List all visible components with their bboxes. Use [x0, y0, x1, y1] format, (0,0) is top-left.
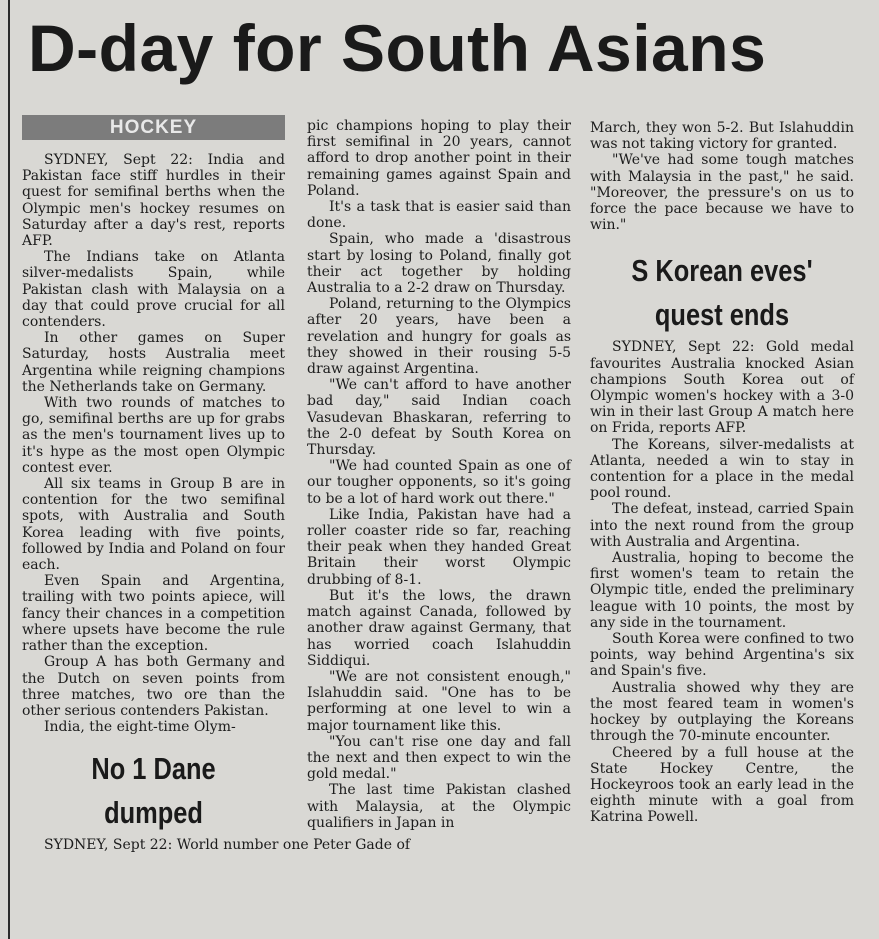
paragraph: The Koreans, silver-medalists at Atlanta, needed a win to stay in contention for a place in the medal pool round. — [590, 436, 854, 502]
paragraph: Poland, returning to the Olympics after 20 years, have been a revelation and hungry for goals as they showed in their rousing 5-5 draw against Argentina. — [307, 296, 571, 378]
paragraph: Group A has both Germany and the Dutch on seven points from three matches, two ore than the other serious contenders Pakistan. — [22, 654, 285, 719]
paragraph: The defeat, instead, carried Spain into the next round from the group with Australia and Argentina. — [590, 501, 854, 550]
paragraph: Spain, who made a 'disastrous start by losing to Poland, finally got their act together by holding Australia to a 2-2 draw on Thursday. — [307, 231, 571, 297]
paragraph: South Korea were confined to two points, way behind Argentina's six and Spain's five. — [590, 631, 854, 680]
paragraph: SYDNEY, Sept 22: India and Pakistan face stiff hurdles in their quest for semifinal berths when the Olympic men's hockey resumes on Saturday after a day's rest, reports AFP. — [22, 152, 285, 250]
section-kicker: HOCKEY — [22, 115, 285, 140]
column-3 — [590, 120, 854, 826]
paragraph: The last time Pakistan clashed with Malaysia, at the Olympic qualifiers in Japan in — [307, 782, 571, 831]
paragraph: "We can't afford to have another bad day," said Indian coach Vasudevan Bhaskaran, referring to the 2-0 defeat by South Korea on Thursday. — [307, 377, 571, 459]
paragraph: The Indians take on Atlanta silver-medalists Spain, while Pakistan clash with Malaysia on a day that could prove crucial for all contenders. — [22, 249, 285, 331]
subheadline: S Korean eves' quest ends — [631, 253, 813, 333]
paragraph: Australia, hoping to become the first women's team to retain the Olympic title, ended the preliminary league with 10 points, the most by any side in the tournament. — [590, 550, 854, 631]
headline: D-day for South Asians — [28, 11, 767, 85]
paragraph: Even Spain and Argentina, trailing with two points apiece, will fancy their chances in a competition where upsets have become the rule rather than the exception. — [22, 573, 285, 655]
paragraph: It's a task that is easier said than done. — [307, 199, 571, 232]
paragraph: SYDNEY, Sept 22: Gold medal favourites Australia knocked Asian champions South Korea out of Olympic women's hockey with a 3-0 win in their last Group A match here on Frida, reports AFP. — [590, 339, 854, 437]
paragraph: March, they won 5-2. But Islahuddin was not taking victory for granted. — [590, 120, 854, 153]
paragraph: "We are not consistent enough," Islahuddin said. "One has to be performing at one level to win a major tournament like this. — [307, 668, 571, 734]
paragraph: Cheered by a full house at the State Hockey Centre, the Hockeyroos took an early lead in the eighth minute with a goal from Katrina Powell. — [590, 744, 854, 826]
paragraph: "We had counted Spain as one of our tougher opponents, so it's going to be a lot of hard work out there." — [307, 458, 571, 507]
paragraph: With two rounds of matches to go, semifinal berths are up for grabs as the men's tournament lives up to it's hype as the most open Olympic contest ever. — [22, 395, 285, 476]
column-2 — [307, 118, 571, 831]
paragraph: Australia showed why they are the most feared team in women's hockey by outplaying the Koreans through the 70-minute encounter. — [590, 679, 854, 745]
paragraph: Like India, Pakistan have had a roller coaster ride so far, reaching their peak when they handed Great Britain their worst Olympic drubbing of 8-1. — [307, 506, 571, 588]
paragraph: All six teams in Group B are in contention for the two semifinal spots, with Australia and South Korea leading with five points, followed by India and Poland on four each. — [22, 476, 285, 574]
column-1 — [22, 115, 411, 854]
paragraph: In other games on Super Saturday, hosts Australia meet Argentina while reigning champions the Netherlands take on Germany. — [22, 330, 285, 395]
subheadline: No 1 Dane dumped — [91, 751, 216, 831]
paragraph: India, the eight-time Olym- — [44, 719, 236, 736]
paragraph: "You can't rise one day and fall the next and then expect to win the gold medal." — [307, 733, 571, 783]
paragraph: "We've had some tough matches with Malaysia in the past," he said. "Moreover, the pressure's on us to force the pace because we have to win." — [590, 152, 854, 234]
paragraph: SYDNEY, Sept 22: World number one Peter Gade of — [44, 837, 411, 854]
paragraph: pic champions hoping to play their first semifinal in 20 years, cannot afford to drop another point in their remaining games against Spain and Poland. — [307, 118, 571, 199]
column-rule — [8, 0, 10, 939]
paragraph: But it's the lows, the drawn match against Canada, followed by another draw against Germany, that has worried coach Islahuddin Siddiqui. — [307, 587, 571, 669]
